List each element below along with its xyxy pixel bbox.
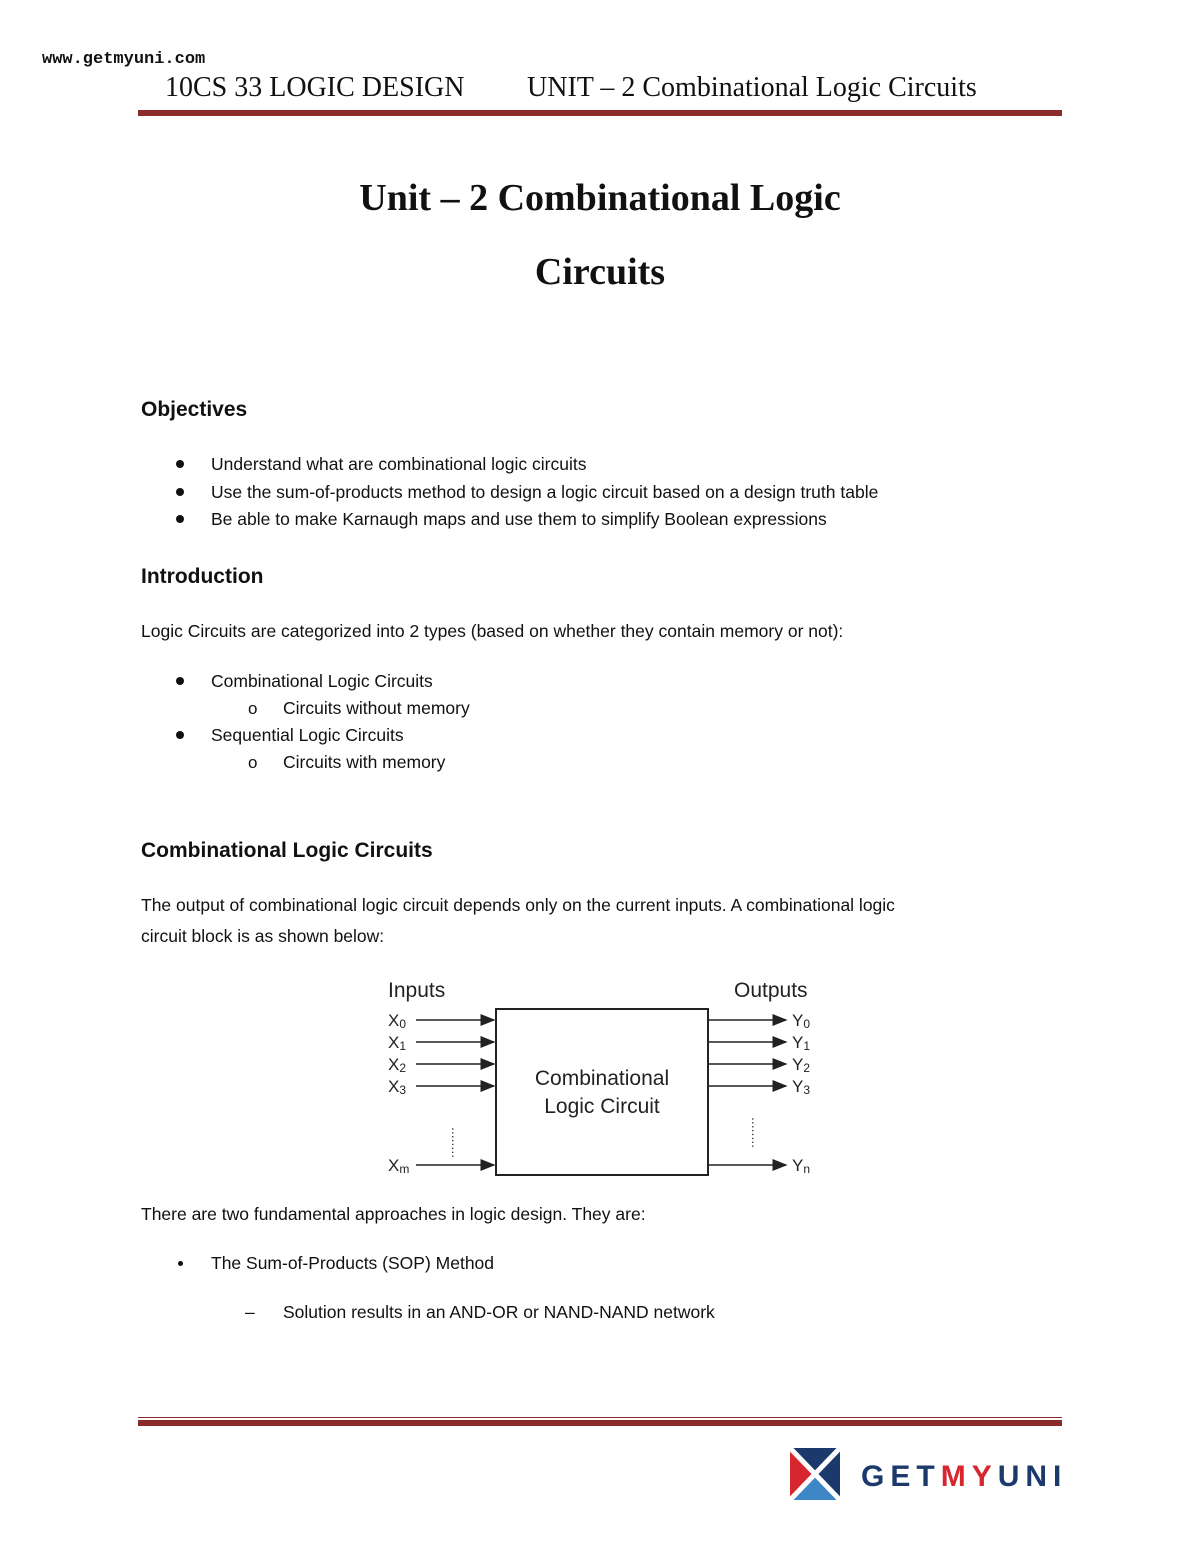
page-title-line1: Unit – 2 Combinational Logic [359,177,841,219]
footer-rule [138,1420,1062,1426]
block-label-line1: Combinational [534,1067,670,1090]
bullet-icon [176,515,184,523]
inputs-label: Inputs [388,979,446,1002]
type-subitem: Circuits with memory [283,752,446,772]
header-course: 10CS 33 LOGIC DESIGN [165,72,465,103]
approaches-text: There are two fundamental approaches in logic design. They are: [141,1204,646,1224]
bullet-icon [176,677,184,685]
vertical-ellipsis-right: ........ [749,1117,765,1149]
logo-text: GETMYUNI [861,1460,1068,1493]
type-item: Sequential Logic Circuits [211,725,404,745]
input-lines [388,1011,494,1176]
bullet-icon [176,460,184,468]
logo-wordmark [861,1460,1067,1493]
outputs-label: Outputs [734,979,808,1002]
output-label: Y3 [792,1077,811,1097]
introduction-heading: Introduction [141,565,264,588]
objective-item: Be able to make Karnaugh maps and use them to simplify Boolean expressions [211,509,827,529]
running-header [165,72,1065,104]
method-note: Solution results in an AND-OR or NAND-NAND network [283,1302,715,1322]
footer-rule-thin [138,1417,1062,1418]
combinational-paragraph-line1: The output of combinational logic circuit depends only on the current inputs. A combinational logic [141,895,895,915]
method-item: The Sum-of-Products (SOP) Method [211,1253,495,1273]
objective-item: Use the sum-of-products method to design a logic circuit based on a design truth table [211,482,879,502]
header-unit: UNIT – 2 Combinational Logic Circuits [527,72,977,103]
getmyuni-logo [785,1440,1068,1510]
input-label: Xm [388,1156,410,1176]
header-rule [138,110,1062,116]
input-label: X2 [388,1055,407,1075]
output-lines [708,1011,810,1176]
type-item: Combinational Logic Circuits [211,671,433,691]
page-title-line2: Circuits [534,251,666,293]
block-label-line2: Logic Circuit [544,1095,660,1118]
combinational-paragraph-line2: circuit block is as shown below: [141,926,385,946]
dash-bullet-icon: – [245,1302,255,1322]
output-label: Y0 [792,1011,811,1031]
input-label: X0 [388,1011,407,1031]
circle-bullet-icon: o [248,699,258,718]
output-label: Y1 [792,1033,811,1053]
bullet-icon [178,1261,183,1266]
circle-bullet-icon: o [248,753,258,772]
bullet-icon [176,488,184,496]
combinational-block-diagram [380,975,840,1185]
input-label: X1 [388,1033,407,1053]
vertical-ellipsis-left: ........ [449,1127,465,1159]
combinational-heading: Combinational Logic Circuits [141,839,433,862]
bullet-icon [176,731,184,739]
logic-block [496,1009,708,1175]
objective-item: Understand what are combinational logic circuits [211,454,587,474]
type-subitem: Circuits without memory [283,698,470,718]
output-label: Y2 [792,1055,811,1075]
introduction-lead: Logic Circuits are categorized into 2 types (based on whether they contain memory or not): [141,621,844,641]
watermark-url: www.getmyuni.com [42,50,206,69]
objectives-heading: Objectives [141,398,248,421]
input-label: X3 [388,1077,407,1097]
output-label: Yn [792,1156,811,1176]
